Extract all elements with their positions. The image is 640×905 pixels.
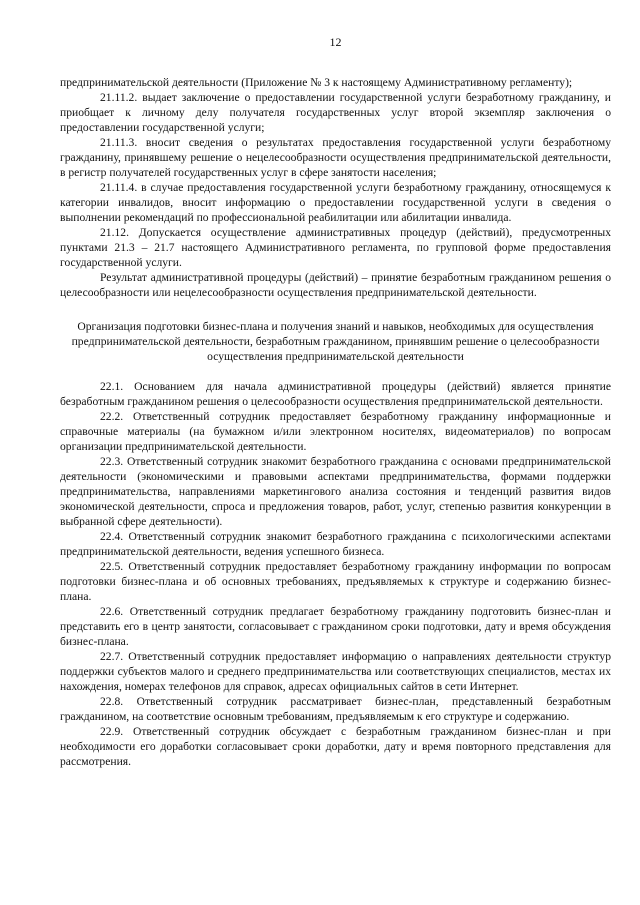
page-number: 12 bbox=[329, 35, 342, 49]
paragraph-top-3: 21.11.4. в случае предоставления государственной услуги безработному гражданину, относящемуся к категории инвалидов, вносит информацию о предоставлении государственной услуги в сведения о выполнении рекомендаций по профессиональной реабилитации или абилитации инвалида. bbox=[60, 181, 611, 224]
paragraph-22-7: 22.7. Ответственный сотрудник предоставляет информацию о направлениях деятельности структур поддержки субъектов малого и среднего предпринимательства или соответствующих специалистов, местах их нахождения, номерах телефонов для справок, адресах официальных сайтов в сети Интернет. bbox=[60, 650, 611, 693]
paragraph-22-3: 22.3. Ответственный сотрудник знакомит безработного гражданина с основами предпринимательской деятельности (экономическими и правовыми аспектами предпринимательства, формами поддержки предпринимательства, направлениями маркетингового анализа состояния и тенденций развития видов экономической деятельности, спроса и предложения товаров, работ, услуг, степенью развития конкуренции в выбранной сфере деятельности). bbox=[60, 455, 611, 528]
paragraph-22-4: 22.4. Ответственный сотрудник знакомит безработного гражданина с психологическими аспектами предпринимательской деятельности, ведения успешного бизнеса. bbox=[60, 530, 611, 558]
paragraph-22-6: 22.6. Ответственный сотрудник предлагает безработному гражданину подготовить бизнес-план и представить его в центр занятости, согласовывает с гражданином сроки подготовки, дату и время обсуждения бизнес-плана. bbox=[60, 605, 611, 648]
paragraph-22-2: 22.2. Ответственный сотрудник предоставляет безработному гражданину информационные и справочные материалы (на бумажном и/или электронном носителях, видеоматериалов) по вопросам организации предпринимательской деятельности. bbox=[60, 410, 611, 453]
paragraph-top-2: 21.11.3. вносит сведения о результатах предоставления государственной услуги безработному гражданину, принявшему решение о нецелесообразности осуществления предпринимательской деятельности, в регистр получателей государственных услуг в сфере занятости населения; bbox=[60, 136, 611, 179]
paragraph-22-8: 22.8. Ответственный сотрудник рассматривает бизнес-план, представленный безработным гражданином, на соответствие основным требованиям, предъявляемым к его структуре и содержанию. bbox=[60, 695, 611, 723]
paragraph-top-0: предпринимательской деятельности (Приложение № 3 к настоящему Административному регламенту); bbox=[60, 76, 573, 89]
paragraph-top-4: 21.12. Допускается осуществление административных процедур (действий), предусмотренных пунктами 21.3 – 21.7 настоящего Административного регламента, по групповой форме предоставления государственной услуги. bbox=[60, 226, 611, 269]
section-heading: Организация подготовки бизнес-плана и получения знаний и навыков, необходимых для осуществления предпринимательской деятельности, безработным гражданином, принявшим решение о целесообразности осуществления предпринимательской деятельности bbox=[71, 320, 600, 363]
paragraph-22-1: 22.1. Основанием для начала административной процедуры (действий) является принятие безработным гражданином решения о целесообразности осуществления предпринимательской деятельности. bbox=[60, 380, 611, 408]
paragraph-22-5: 22.5. Ответственный сотрудник предоставляет безработному гражданину информации по вопросам подготовки бизнес-плана и об основных требованиях, предъявляемых к структуре и содержанию бизнес-плана. bbox=[60, 560, 611, 603]
document-page bbox=[60, 35, 611, 769]
paragraph-22-9: 22.9. Ответственный сотрудник обсуждает с безработным гражданином бизнес-план и при необходимости его доработки согласовывает сроки доработки, дату и время повторного представления для рассмотрения. bbox=[60, 725, 611, 768]
paragraphs-bottom bbox=[60, 379, 611, 769]
paragraph-top-1: 21.11.2. выдает заключение о предоставлении государственной услуги безработному гражданину, и приобщает к личному делу получателя государственных услуг второй экземпляр заключения о предоставлении государственной услуги; bbox=[60, 91, 611, 134]
paragraph-top-5: Результат административной процедуры (действий) – принятие безработным гражданином решения о целесообразности или нецелесообразности осуществления предпринимательской деятельности. bbox=[60, 271, 611, 299]
paragraphs-top bbox=[60, 75, 611, 300]
